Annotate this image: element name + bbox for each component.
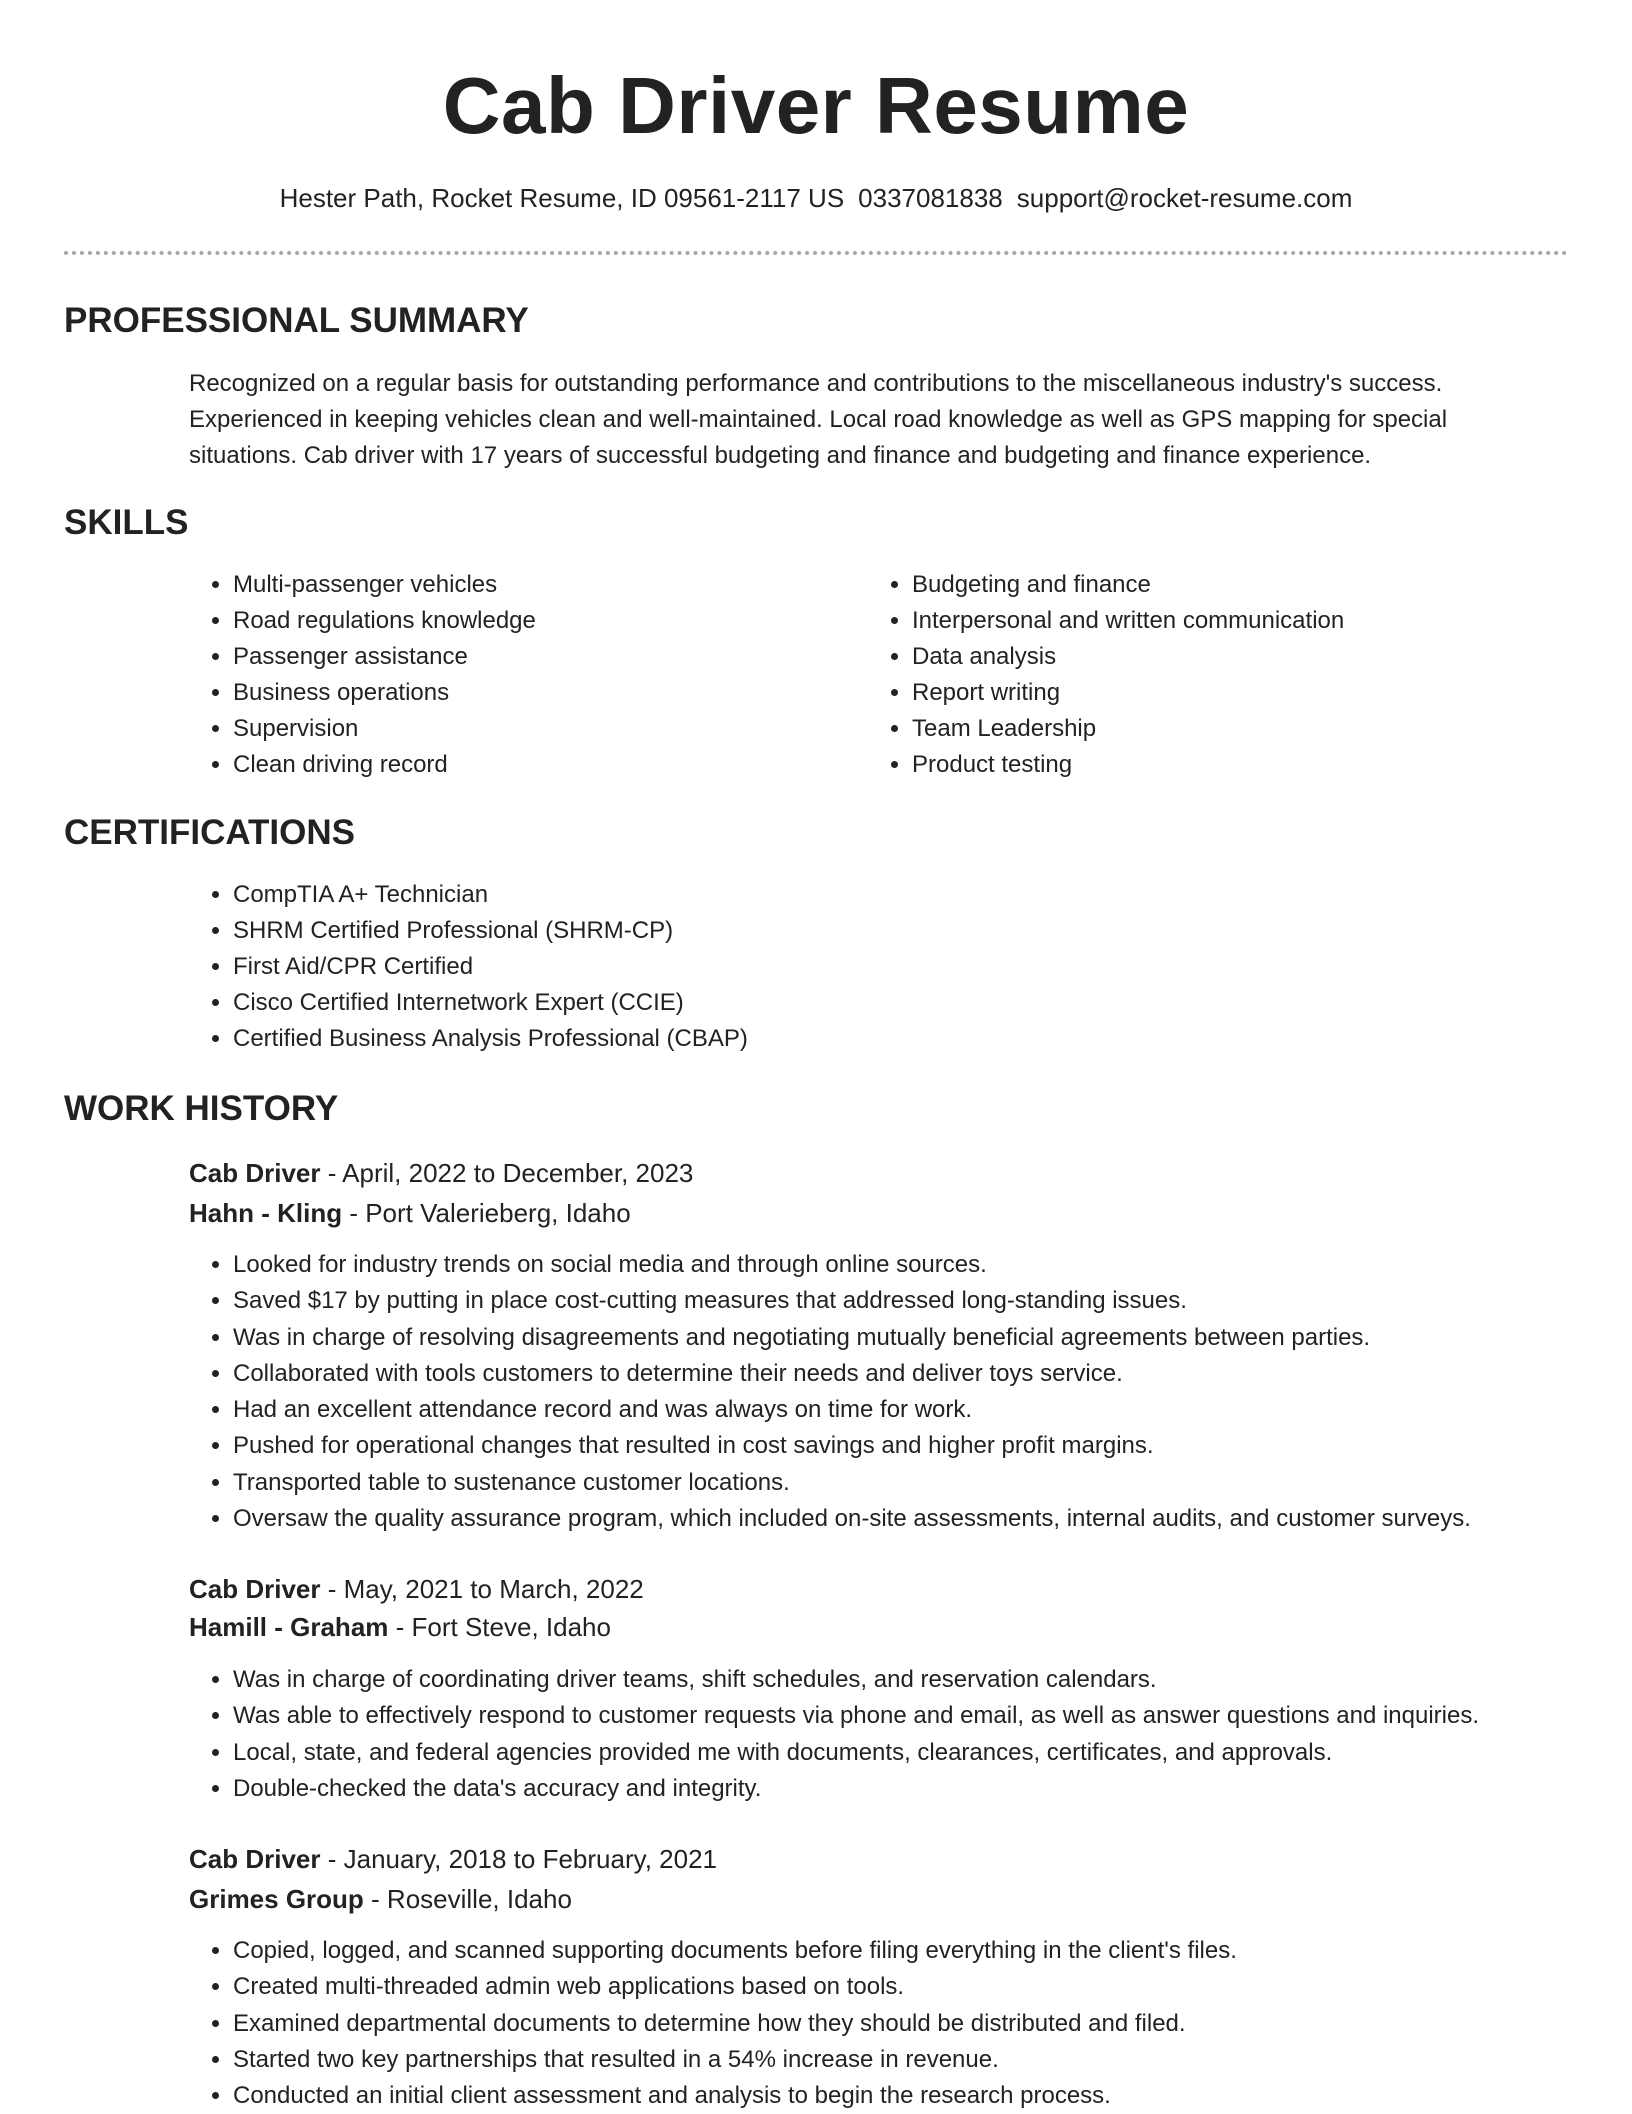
job-company: Grimes Group <box>189 1884 364 1914</box>
skills-list-right <box>868 567 1592 783</box>
job-company: Hamill - Graham <box>189 1612 389 1642</box>
skill-item: • Team Leadership <box>912 711 1592 747</box>
job-bullet: • Pushed for operational changes that resulted in cost savings and higher profit margins. <box>233 1428 1632 1464</box>
skill-item: • Budgeting and finance <box>912 567 1592 603</box>
job-bullet: • Had an excellent attendance record and was always on time for work. <box>233 1392 1632 1428</box>
skills-heading: SKILLS <box>64 503 189 542</box>
header-divider <box>64 251 1568 255</box>
job-bullet: • Examined departmental documents to determine how they should be distributed and filed. <box>233 2006 1632 2042</box>
job-bullet: • Was in charge of coordinating driver teams, shift schedules, and reservation calendars. <box>233 1662 1632 1698</box>
skill-item: • Report writing <box>912 675 1592 711</box>
job-bullet: • Looked for industry trends on social media and through online sources. <box>233 1247 1632 1283</box>
certifications-list <box>189 877 1533 1057</box>
job-bullet: • Oversaw the quality assurance program, which included on-site assessments, internal audits, and customer surveys. <box>233 1501 1632 1537</box>
skill-item: • Data analysis <box>912 639 1592 675</box>
job-company-line <box>189 1880 572 1918</box>
job-bullet: • Saved $17 by putting in place cost-cutting measures that addressed long-standing issues. <box>233 1283 1632 1319</box>
job-bullets <box>189 1247 1632 1537</box>
job-role: Cab Driver <box>189 1158 321 1188</box>
job-bullets <box>189 1662 1632 1807</box>
job-bullet: • Was able to effectively respond to customer requests via phone and email, as well as answer questions and inquiries. <box>233 1698 1632 1734</box>
job-bullet: • Conducted an initial client assessment and analysis to begin the research process. <box>233 2078 1632 2114</box>
contact-address: Hester Path, Rocket Resume, ID 09561-2117 US <box>279 183 845 213</box>
job-location: - Roseville, Idaho <box>363 1884 572 1914</box>
certification-item: • Certified Business Analysis Professional (CBAP) <box>233 1021 1533 1057</box>
skill-item: • Business operations <box>233 675 853 711</box>
job-bullet: • Started two key partnerships that resulted in a 54% increase in revenue. <box>233 2042 1632 2078</box>
contact-line <box>0 180 1632 216</box>
certification-item: • SHRM Certified Professional (SHRM-CP) <box>233 913 1533 949</box>
job-dates: - April, 2022 to December, 2023 <box>320 1158 694 1188</box>
skill-item: • Passenger assistance <box>233 639 853 675</box>
skill-item: • Multi-passenger vehicles <box>233 567 853 603</box>
job-location: - Port Valerieberg, Idaho <box>342 1198 631 1228</box>
job-dates: - January, 2018 to February, 2021 <box>320 1844 717 1874</box>
job-bullet: • Created multi-threaded admin web applications based on tools. <box>233 1969 1632 2005</box>
job-company-line <box>189 1608 611 1646</box>
skill-item: • Road regulations knowledge <box>233 603 853 639</box>
certification-item: • CompTIA A+ Technician <box>233 877 1533 913</box>
job-bullet: • Collaborated with tools customers to determine their needs and deliver toys service. <box>233 1356 1632 1392</box>
certification-item: • First Aid/CPR Certified <box>233 949 1533 985</box>
job-title-line <box>189 1570 644 1608</box>
job-location: - Fort Steve, Idaho <box>388 1612 611 1642</box>
skill-item: • Interpersonal and written communication <box>912 603 1592 639</box>
skill-item: • Supervision <box>233 711 853 747</box>
summary-heading: PROFESSIONAL SUMMARY <box>64 301 529 340</box>
job-bullet: • Local, state, and federal agencies provided me with documents, clearances, certificates, and approvals. <box>233 1735 1632 1771</box>
job-role: Cab Driver <box>189 1844 321 1874</box>
contact-phone: 0337081838 <box>858 183 1003 213</box>
work-history-heading: WORK HISTORY <box>64 1089 339 1128</box>
job-bullet: • Copied, logged, and scanned supporting documents before filing everything in the client's files. <box>233 1933 1632 1969</box>
job-title-line <box>189 1840 717 1878</box>
job-title-line <box>189 1154 693 1192</box>
skills-list-left <box>189 567 853 783</box>
certifications-heading: CERTIFICATIONS <box>64 813 356 852</box>
job-bullet: • Double-checked the data's accuracy and integrity. <box>233 1771 1632 1807</box>
skill-item: • Clean driving record <box>233 747 853 783</box>
resume-title: Cab Driver Resume <box>442 61 1190 150</box>
skill-item: • Product testing <box>912 747 1592 783</box>
job-company-line <box>189 1194 631 1232</box>
job-bullets <box>189 1933 1632 2114</box>
job-bullet: • Was in charge of resolving disagreements and negotiating mutually beneficial agreements between parties. <box>233 1320 1632 1356</box>
summary-text: Recognized on a regular basis for outstanding performance and contributions to the miscellaneous industry's success. Experienced in keeping vehicles clean and well-maintained. Local road knowledge as well as GPS mapping for special situations. Cab driver with 17 years of successful budgeting and finance and budgeting and finance experience. <box>189 370 1448 469</box>
job-role: Cab Driver <box>189 1574 321 1604</box>
job-company: Hahn - Kling <box>189 1198 343 1228</box>
job-dates: - May, 2021 to March, 2022 <box>320 1574 644 1604</box>
contact-email: support@rocket-resume.com <box>1016 183 1353 213</box>
certification-item: • Cisco Certified Internetwork Expert (CCIE) <box>233 985 1533 1021</box>
job-bullet: • Transported table to sustenance customer locations. <box>233 1465 1632 1501</box>
